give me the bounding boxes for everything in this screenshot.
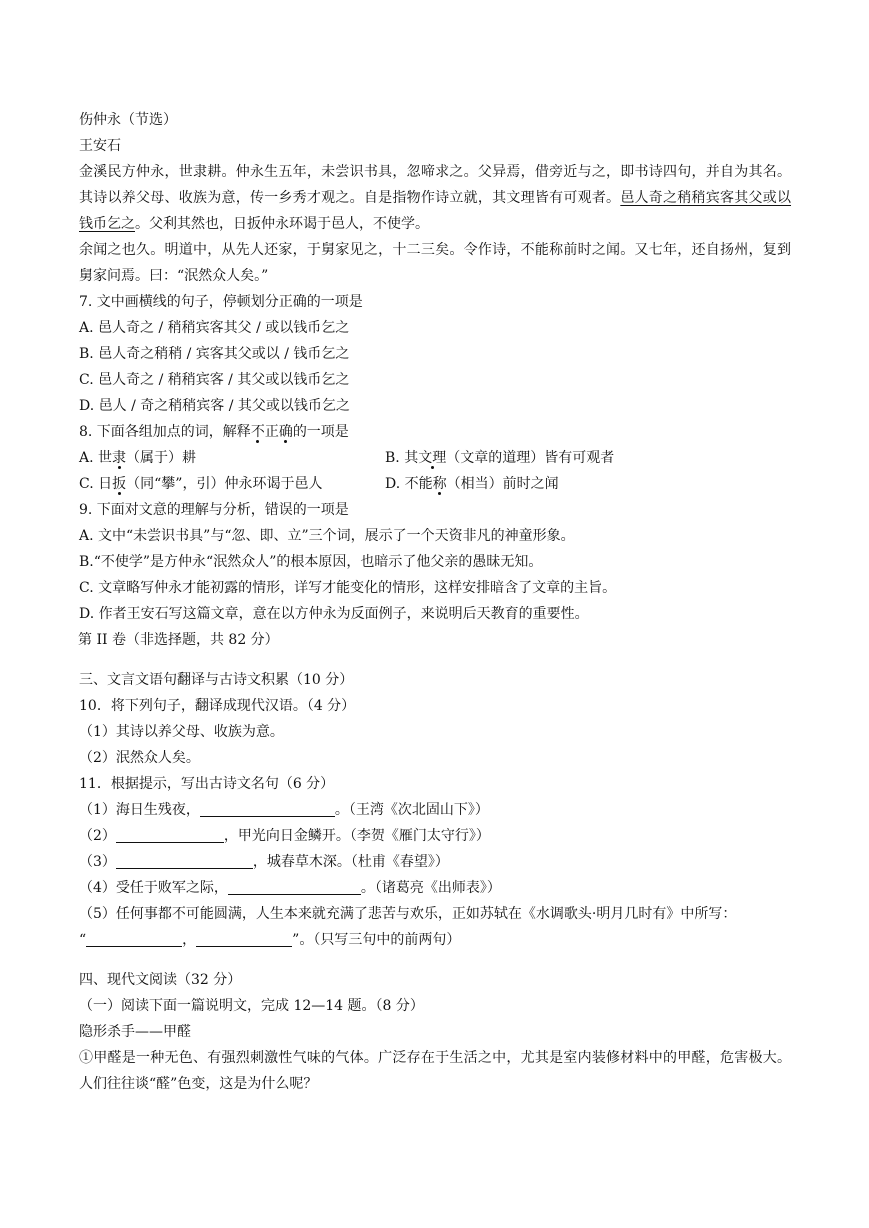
q11-item-5-blanks: “ ， ”。（只写三句中的前两句）: [79, 932, 461, 948]
answer-blank[interactable]: [196, 930, 292, 947]
q11-item-1: （1）海日生残夜， 。（王湾《次北固山下》）: [79, 802, 489, 818]
subsection-1-heading: （一）阅读下面一篇说明文，完成 12—14 题。（8 分）: [79, 998, 424, 1014]
q9-option-a: A. 文中“未尝识书具”与“忽、即、立”三个词，展示了一个天资非凡的神童形象。: [79, 528, 575, 544]
q9-option-d: D. 作者王安石写这篇文章，意在以方仲永为反面例子，来说明后天教育的重要性。: [79, 606, 589, 622]
q8-option-d: D. 不能称（相当）前时之闻: [385, 476, 559, 492]
q11-item-4: （4）受任于败军之际， 。（诸葛亮《出师表》）: [79, 880, 501, 896]
section-3-heading: 三、文言文语句翻译与古诗文积累（10 分）: [79, 672, 354, 688]
answer-blank[interactable]: [116, 852, 253, 869]
answer-blank[interactable]: [116, 826, 224, 843]
passage-paragraph-2: 余闻之也久。明道中，从先人还家，于舅家见之，十二三矣。令作诗，不能称前时之闻。又七年，还自扬州，复到舅家问焉。曰：“泯然众人矣。”: [79, 242, 791, 284]
q11-item-5: （5）任何事都不可能圆满，人生本来就充满了悲苦与欢乐，正如苏轼在《水调歌头·明月几时有》中所写：: [79, 906, 737, 922]
q8-stem: 8. 下面各组加点的词，解释不正确的一项是: [79, 424, 349, 440]
section-4-heading: 四、现代文阅读（32 分）: [79, 972, 242, 988]
q10-sentence-1: （1）其诗以养父母、收族为意。: [79, 724, 284, 740]
passage-author: 王安石: [79, 138, 121, 154]
volume-2-heading: 第 II 卷（非选择题，共 82 分）: [78, 632, 279, 648]
q9-stem: 9. 下面对文意的理解与分析，错误的一项是: [79, 502, 349, 518]
q8-option-b: B. 其文理（文章的道理）皆有可观者: [385, 450, 615, 466]
answer-blank[interactable]: [228, 878, 361, 895]
q7-option-d: D. 邑人 / 奇之稍稍宾客 / 其父或以钱币乞之: [79, 398, 350, 414]
answer-blank[interactable]: [86, 930, 182, 947]
passage-title: 伤仲永（节选）: [79, 112, 177, 128]
q8-option-a: A. 世隶（属于）耕: [79, 450, 197, 466]
q7-option-b: B. 邑人奇之稍稍 / 宾客其父或以 / 钱币乞之: [79, 346, 350, 362]
q10-stem: 10．将下列句子，翻译成现代汉语。（4 分）: [79, 698, 356, 714]
q7-stem: 7. 文中画横线的句子，停顿划分正确的一项是: [79, 294, 363, 310]
q8-options-row-2: [79, 471, 791, 497]
q11-stem: 11．根据提示，写出古诗文名句（6 分）: [79, 776, 335, 792]
q7-option-a: A. 邑人奇之 / 稍稍宾客其父 / 或以钱币乞之: [79, 320, 350, 336]
q7-option-c: C. 邑人奇之 / 稍稍宾客 / 其父或以钱币乞之: [79, 372, 350, 388]
dotted-emphasis: [251, 424, 293, 440]
underlined-sentence: 邑人奇之稍稍宾客其父或以钱币乞之: [79, 190, 792, 232]
q9-option-c: C. 文章略写仲永才能初露的情形，详写才能变化的情形，这样安排暗含了文章的主旨。: [79, 580, 617, 596]
exam-page: [79, 107, 791, 1097]
q9-option-b: B.“不使学”是方仲永“泯然众人”的根本原因，也暗示了他父亲的愚昧无知。: [79, 554, 543, 570]
article-title: 隐形杀手——甲醛: [79, 1024, 191, 1040]
answer-blank[interactable]: [200, 800, 335, 817]
q11-item-3: （3） ，城春草木深。（杜甫《春望》）: [79, 854, 449, 870]
article-paragraph-1: ①甲醛是一种无色、有强烈刺激性气味的气体。广泛存在于生活之中，尤其是室内装修材料中的甲醛，危害极大。人们往往谈“醛”色变，这是为什么呢？: [79, 1050, 791, 1092]
dotted-char: 确: [278, 424, 293, 440]
dotted-char: 正: [264, 424, 279, 440]
q10-sentence-2: （2）泯然众人矣。: [79, 750, 200, 766]
q8-option-c: C. 日扳（同“攀”，引）仲永环谒于邑人: [79, 476, 323, 492]
passage-paragraph-1: 金溪民方仲永，世隶耕。仲永生五年，未尝识书具，忽啼求之。父异焉，借旁近与之，即书诗四句，并自为其名。其诗以养父母、收族为意，传一乡秀才观之。自是指物作诗立就，其文理皆有可观者。邑人奇之稍稍宾客其父或以钱币乞之。父利其然也，日扳仲永环谒于邑人，不使学。: [79, 164, 792, 232]
dotted-char: 不: [250, 424, 265, 440]
q8-options-row-1: [79, 445, 791, 471]
q11-item-2: （2） ，甲光向日金鳞开。（李贺《雁门太守行》）: [79, 828, 490, 844]
